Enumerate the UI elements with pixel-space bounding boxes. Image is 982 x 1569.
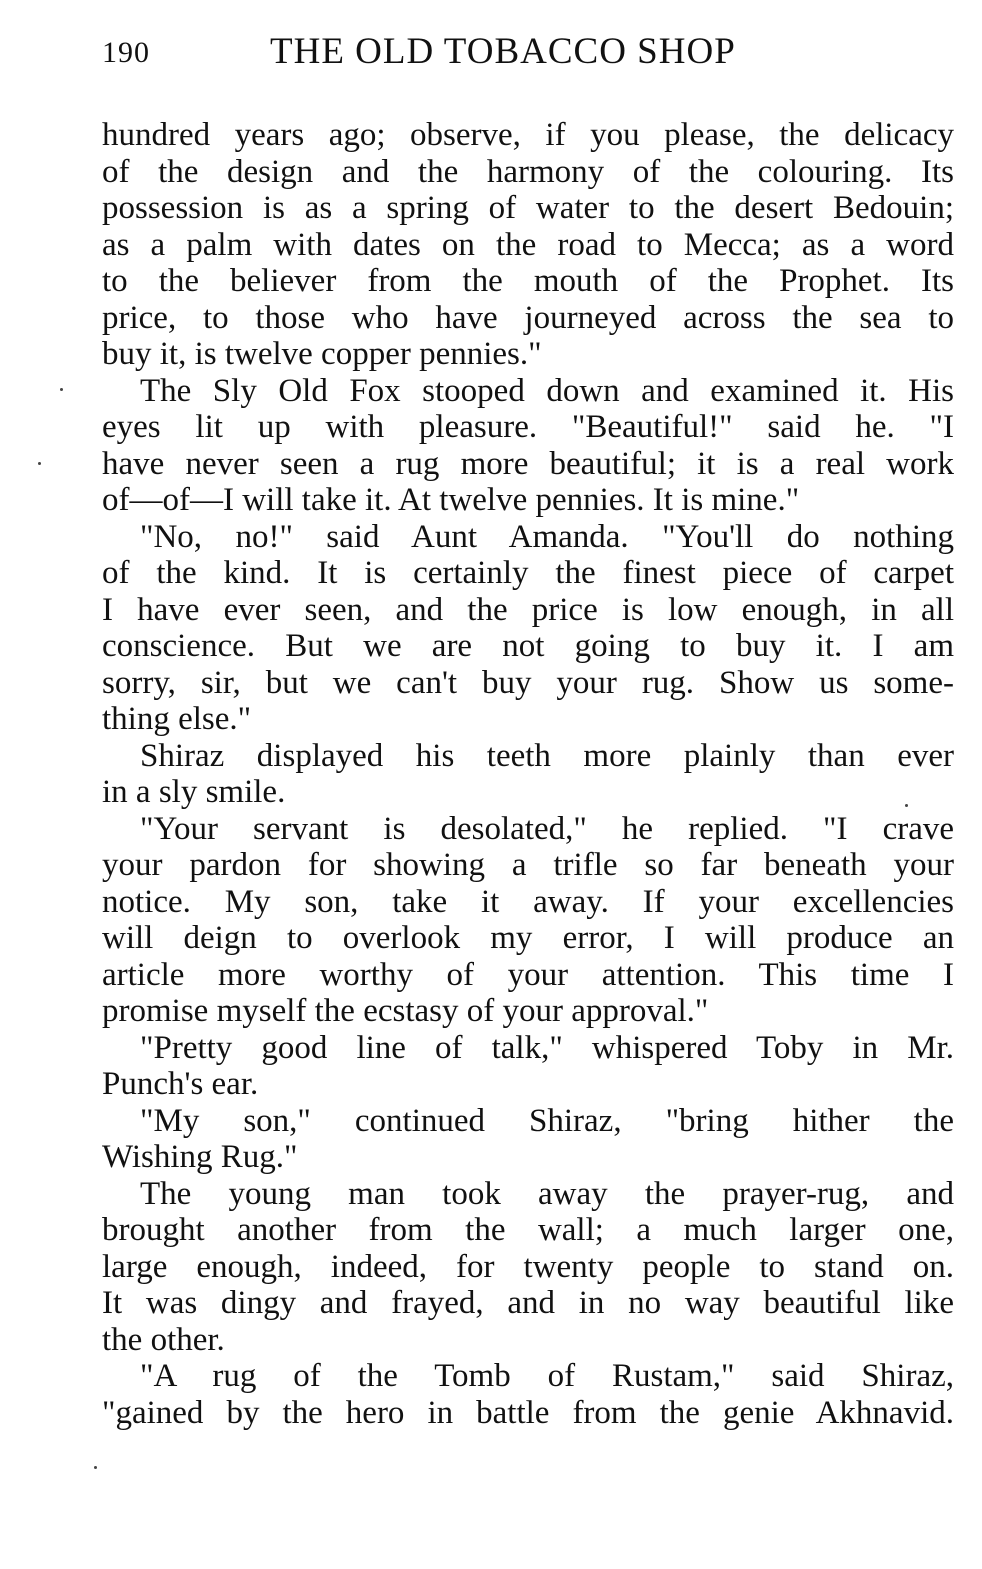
text-line: as a palm with dates on the road to Mecca; as a word [102,226,954,263]
text-line: will deign to overlook my error, I will produce an [102,920,954,956]
scan-speck [905,804,908,807]
paragraph [102,1358,954,1431]
paragraph [102,1176,954,1359]
paragraph [102,1103,954,1176]
scan-speck [60,388,63,391]
text-line: buy it, is twelve copper pennies." [102,336,542,372]
text-line: I have ever seen, and the price is low enough, in all [102,591,954,628]
text-line: It was dingy and frayed, and in no way beautiful like [102,1285,954,1321]
paragraph [102,373,954,519]
paragraph [102,519,954,738]
text-line: the other. [102,1321,225,1358]
text-line: sorry, sir, but we can't buy your rug. Show us some- [102,664,954,701]
text-line: Shiraz displayed his teeth more plainly than ever [140,737,954,774]
text-line: thing else." [102,701,252,737]
text-line: "gained by the hero in battle from the genie Akhnavid. [102,1394,954,1431]
running-title: THE OLD TOBACCO SHOP [270,31,736,72]
scan-speck [94,1466,97,1469]
text-line: article more worthy of your attention. This time I [102,956,954,993]
text-line: hundred years ago; observe, if you please, the delicacy [102,117,954,153]
scan-speck [38,462,41,465]
body-text [102,117,954,1431]
text-line: of the design and the harmony of the colouring. Its [102,153,954,190]
text-line: conscience. But we are not going to buy it. I am [102,628,954,664]
text-line: The young man took away the prayer-rug, and [140,1175,954,1212]
text-line: price, to those who have journeyed across the sea to [102,299,954,336]
text-line: The Sly Old Fox stooped down and examined it. His [140,372,954,409]
text-line: your pardon for showing a trifle so far beneath your [102,847,954,883]
text-line: to the believer from the mouth of the Prophet. Its [102,263,954,299]
text-line: Wishing Rug." [102,1139,298,1175]
text-line: notice. My son, take it away. If your excellencies [102,883,954,920]
paragraph [102,1030,954,1103]
text-line: Punch's ear. [102,1066,259,1102]
page-header [102,30,952,80]
text-line: "Your servant is desolated," he replied. "I crave [140,810,954,847]
text-line: have never seen a rug more beautiful; it is a real work [102,445,954,482]
text-line: promise myself the ecstasy of your approval." [102,993,709,1029]
page-number: 190 [102,36,150,69]
text-line: "No, no!" said Aunt Amanda. "You'll do nothing [140,518,954,555]
text-line: "A rug of the Tomb of Rustam," said Shiraz, [140,1358,954,1394]
text-line: of the kind. It is certainly the finest piece of carpet [102,555,954,591]
text-line: eyes lit up with pleasure. "Beautiful!" said he. "I [102,409,954,445]
text-line: brought another from the wall; a much larger one, [102,1212,954,1248]
paragraph [102,738,954,811]
paragraph [102,117,954,373]
text-line: "My son," continued Shiraz, "bring hither the [140,1102,954,1139]
text-line: possession is as a spring of water to the desert Bedouin; [102,190,954,226]
text-line: of—of—I will take it. At twelve pennies. It is mine." [102,482,800,518]
paragraph [102,811,954,1030]
text-line: in a sly smile. [102,774,286,810]
text-line: "Pretty good line of talk," whispered Toby in Mr. [140,1029,954,1066]
text-line: large enough, indeed, for twenty people to stand on. [102,1248,954,1285]
